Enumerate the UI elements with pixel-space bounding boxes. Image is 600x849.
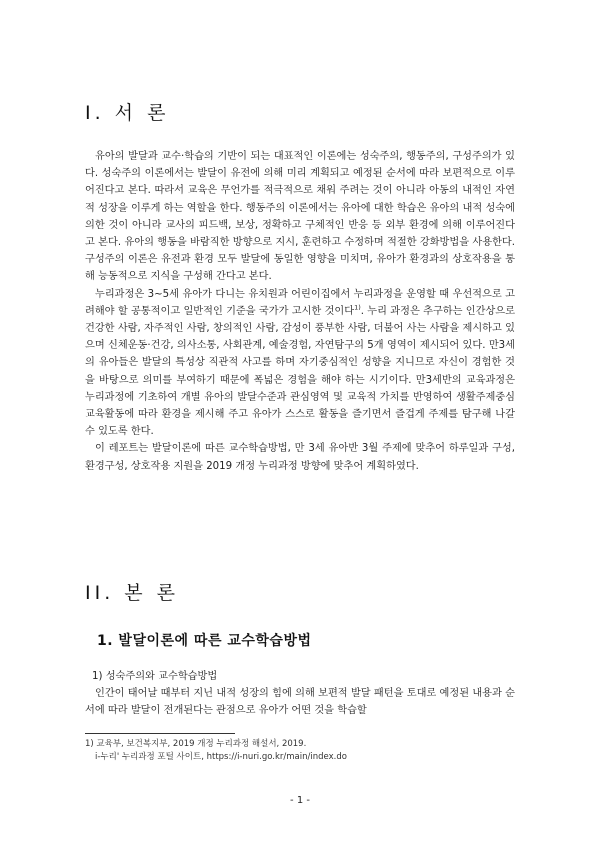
nuri-text-c: 과정은 추구하는 인간상으로 건강한 사람, 자주적인 사람, 창의적인 사람, 감성이 풍부한 사람, 더불어 사는 사람을 제시하고 있으며 신체운동·건강, 의사소통, 사회관계, 예술경험, 자연탐구의 5개 영역이 제시되어 있다. 만3세의 유아들은 발달의 특성상 직관적 사고를 하며 자기중심적인 성향을 지니므로 자신이 경험한 것을 바탕으로 의미를 부여하기 때문에 폭넓은 경험을 해야 하는 시기이다. 만3세반의 교육과정은 누리과정에 기초하여 개별 유아의 발달수준과 관심영역 및 교육적 가치를 반영하여 생활주제중심 교육활동에 따라 환경을 제시해 주고 유아가 스스로 활동을 즐기면서 즐겁게 주제를 탐구해 나갈 수 있도록 한다. [85,305,515,438]
footnote-ref: 1) [354,303,361,312]
subsection-paragraph: 인간이 태어날 때부터 지닌 내적 성장의 힘에 의해 보편적 발달 패턴을 토대로 예정된 내용과 순서에 따라 발달이 전개된다는 관점으로 유아가 어떤 것을 학습할 [85,688,515,717]
heading-introduction: I. 서 론 [85,102,170,124]
intro-paragraph-nuri [85,286,515,441]
footnote-divider [85,733,235,734]
intro-paragraph-report: 이 레포트는 발달이론에 따른 교수학습방법, 만 3세 유아반 3월 주제에 맞추어 하루일과 구성, 환경구성, 상호작용 지원을 2019 개정 누리과정 방향에 맞추어 계획하였다. [85,443,515,472]
heading-body: II. 본 론 [85,582,180,604]
intro-section [85,148,515,475]
footnote-1: 1) 교육부, 보건복지부, 2019 개정 누리과정 해설서, 2019. [85,739,307,749]
nuri-text-b: . 누리 [360,305,387,317]
page-number: - 1 - [290,795,310,806]
intro-paragraph-theories: 유아의 발달과 교수·학습의 기반이 되는 대표적인 이론에는 성숙주의, 행동주의, 구성주의가 있다. 성숙주의 이론에서는 발달이 유전에 의해 미리 계획되고 예정된 순서에 따라 보편적으로 이루어진다고 본다. 따라서 교육은 무언가를 적극적으로 채워 주려는 것이 아니라 아동의 내적인 자연적 성장을 이루게 하는 역할을 한다. 행동주의 이론에서는 유아에 대한 학습은 유아의 내적 성숙에 의한 것이 아니라 교사의 피드백, 보상, 정확하고 구체적인 반응 등 외부 환경에 의해 이루어진다고 본다. 유아의 행동을 바람직한 방향으로 지시, 훈련하고 수정하며 적절한 강화방법을 사용한다. 구성주의 이론은 유전과 환경 모두 발달에 동일한 영향을 미치며, 유아가 환경과의 상호작용을 통해 능동적으로 지식을 구성해 간다고 본다. [85,151,515,283]
footnotes [85,738,347,764]
section-title: 1. 발달이론에 따른 교수학습방법 [97,633,312,649]
subsection-body [85,685,515,719]
footnote-1-continued: i-누리' 누리과정 포털 사이트, https://i-nuri.go.kr/main/index.do [95,752,347,762]
subsection-title: 1) 성숙주의와 교수학습방법 [92,671,218,682]
nuri-text-a: 누리과정은 3~5세 유아가 다니는 유치원과 어린이집에서 누리과정을 운영할 때 우선적으로 고려해야 할 공통적이고 일반적인 기준을 국가가 고시한 것이다 [85,288,515,317]
